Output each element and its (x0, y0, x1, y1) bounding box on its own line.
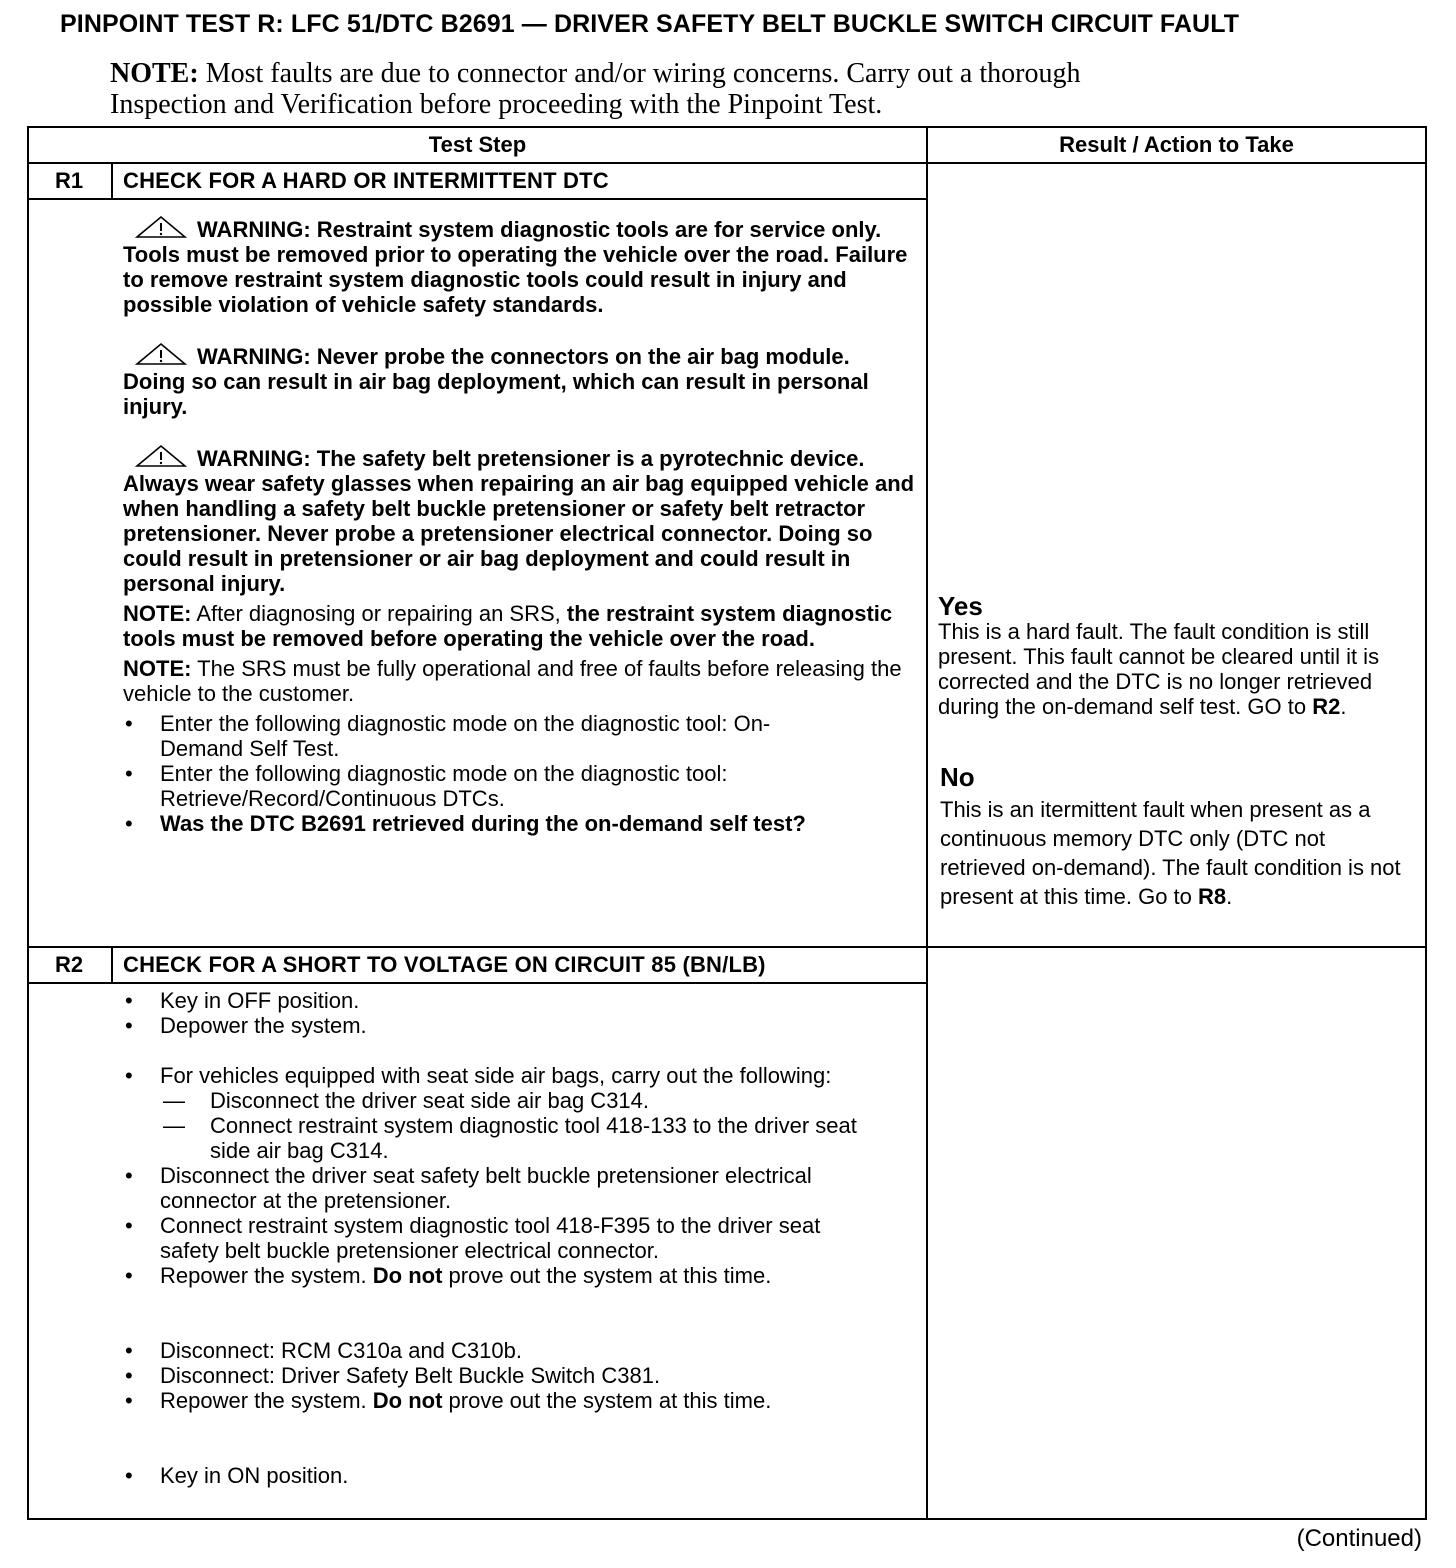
column-divider (926, 126, 928, 1520)
list-item: • Depower the system. (123, 1013, 843, 1038)
warning-1-text: WARNING: Restraint system diagnostic tools are for service only. Tools must be removed prior to operating the vehicle over the road. Failure to remove restraint system diagnostic tools could result in injury and possible violation of vehicle safety standards. (123, 217, 908, 317)
r2-b9-bold: Do not (372, 1388, 443, 1413)
note-2-text: The SRS must be fully operational and free of faults before releasing the vehicle to the customer. (123, 656, 902, 706)
top-note-label: NOTE: (110, 58, 199, 89)
warning-2 (123, 342, 918, 419)
result-no: No This is an itermittent fault when present as a continuous memory DTC only (DTC not retrieved on-demand). The fault condition is not present at this time. Go to R8. (940, 763, 1416, 911)
result-no-label: No (940, 762, 975, 792)
step-content-r1 (123, 215, 918, 836)
list-item: • Enter the following diagnostic mode on the diagnostic tool: On-Demand Self Test. (123, 711, 823, 761)
step-id-r2: R2 (54, 952, 84, 977)
r2-id-divider (111, 946, 113, 984)
list-item: • Key in ON position. (123, 1463, 883, 1488)
note-1-label: NOTE: (123, 601, 192, 626)
list-item: • Disconnect: RCM C310a and C310b. (123, 1338, 883, 1363)
page-title: PINPOINT TEST R: LFC 51/DTC B2691 — DRIVER SAFETY BELT BUCKLE SWITCH CIRCUIT FAULT (60, 10, 1240, 38)
continued-label: (Continued) (1296, 1525, 1422, 1552)
warning-2-text: WARNING: Never probe the connectors on the air bag module. Doing so can result in air bag deployment, which can result in personal injury. (123, 344, 869, 419)
r2-d1-text: Disconnect the driver seat side air bag C314. (210, 1088, 650, 1113)
step-content-r2 (123, 988, 918, 1488)
r1-heading-divider (27, 198, 927, 200)
result-no-text: This is an itermittent fault when present as a continuous memory DTC only (DTC not retrieved on-demand). The fault condition is not present at this time. Go to (940, 797, 1401, 909)
result-no-goto: R8 (1198, 884, 1227, 909)
col-header-result: Result / Action to Take (1059, 132, 1294, 157)
step-heading-r1: CHECK FOR A HARD OR INTERMITTENT DTC (123, 168, 609, 193)
r2-b9-pre: Repower the system. (160, 1388, 373, 1413)
note-srs-tools (123, 601, 918, 651)
r2-b6-pre: Repower the system. (160, 1263, 373, 1288)
list-item (123, 1088, 890, 1113)
result-yes-goto: R2 (1312, 694, 1341, 719)
r2-b6-post: prove out the system at this time. (442, 1263, 772, 1288)
dash-symbol: — (163, 1088, 185, 1113)
list-item (123, 1263, 883, 1288)
header-divider (27, 162, 1427, 164)
list-item: • Disconnect the driver seat safety belt buckle pretensioner electrical connector at the pretensioner. (123, 1163, 883, 1213)
top-note-text2: Inspection and Verification before proceeding with the Pinpoint Test. (110, 89, 883, 120)
warning-3-text: WARNING: The safety belt pretensioner is a pyrotechnic device. Always wear safety glasses when repairing an air bag equipped vehicle and when handling a safety belt buckle pretensioner or safety belt retractor pretensioner. Never probe a pretensioner electrical connector. Doing so could result in pretensioner or air bag deployment and could result in personal injury. (123, 446, 915, 596)
list-item (123, 1113, 890, 1163)
note-srs-operational (123, 656, 918, 706)
list-item: • Enter the following diagnostic mode on the diagnostic tool: Retrieve/Record/Continuous DTCs. (123, 761, 823, 811)
note-2-label: NOTE: (123, 656, 192, 681)
r1-id-divider (111, 162, 113, 200)
list-item: • Disconnect: Driver Safety Belt Buckle Switch C381. (123, 1363, 883, 1388)
list-item: • Key in OFF position. (123, 988, 843, 1013)
step-heading-r2: CHECK FOR A SHORT TO VOLTAGE ON CIRCUIT 85 (BN/LB) (123, 952, 766, 977)
result-yes-label: Yes (938, 591, 983, 621)
list-item (123, 1063, 843, 1088)
r1-bullet-list (123, 711, 823, 836)
list-item: • Connect restraint system diagnostic tool 418-F395 to the driver seat safety belt buckle pretensioner electrical connector. (123, 1213, 883, 1263)
warning-triangle-icon (135, 444, 187, 468)
r2-d2-text: Connect restraint system diagnostic tool 418-133 to the driver seat side air bag C314. (210, 1113, 857, 1163)
dash-symbol: — (163, 1113, 185, 1138)
note-1-text: After diagnosing or repairing an SRS, (191, 601, 567, 626)
r2-b6-bold: Do not (372, 1263, 443, 1288)
r2-bullet-list-2 (123, 1163, 883, 1488)
r1-r2-divider (27, 946, 1427, 948)
top-note-text: Most faults are due to connector and/or wiring concerns. Carry out a thorough (198, 58, 1081, 89)
r1-question: Was the DTC B2691 retrieved during the on-demand self test? (160, 811, 806, 836)
top-note (110, 58, 1310, 120)
r2-heading-divider (27, 982, 927, 984)
r2-b3-text: • For vehicles equipped with seat side air bags, carry out the following: (160, 1063, 832, 1088)
result-yes: Yes This is a hard fault. The fault condition is still present. This fault cannot be cleared until it is corrected and the DTC is no longer retrieved during the on-demand self test. GO to R2. (938, 594, 1422, 719)
note-1-bold: the restraint system diagnostic tools must be removed before operating the vehicle over the road. (123, 601, 893, 651)
step-id-r1: R1 (54, 168, 84, 193)
result-yes-text: This is a hard fault. The fault condition is still present. This fault cannot be cleared until it is corrected and the DTC is no longer retrieved during the on-demand self test. GO to (938, 619, 1380, 719)
warning-1 (123, 215, 918, 317)
r2-b9-post: prove out the system at this time. (442, 1388, 772, 1413)
r2-bullet-list (123, 988, 843, 1088)
col-header-step: Test Step (428, 132, 527, 157)
warning-triangle-icon (135, 342, 187, 366)
warning-3 (123, 444, 918, 596)
warning-triangle-icon (135, 215, 187, 239)
list-item (123, 811, 823, 836)
list-item (123, 1388, 883, 1413)
